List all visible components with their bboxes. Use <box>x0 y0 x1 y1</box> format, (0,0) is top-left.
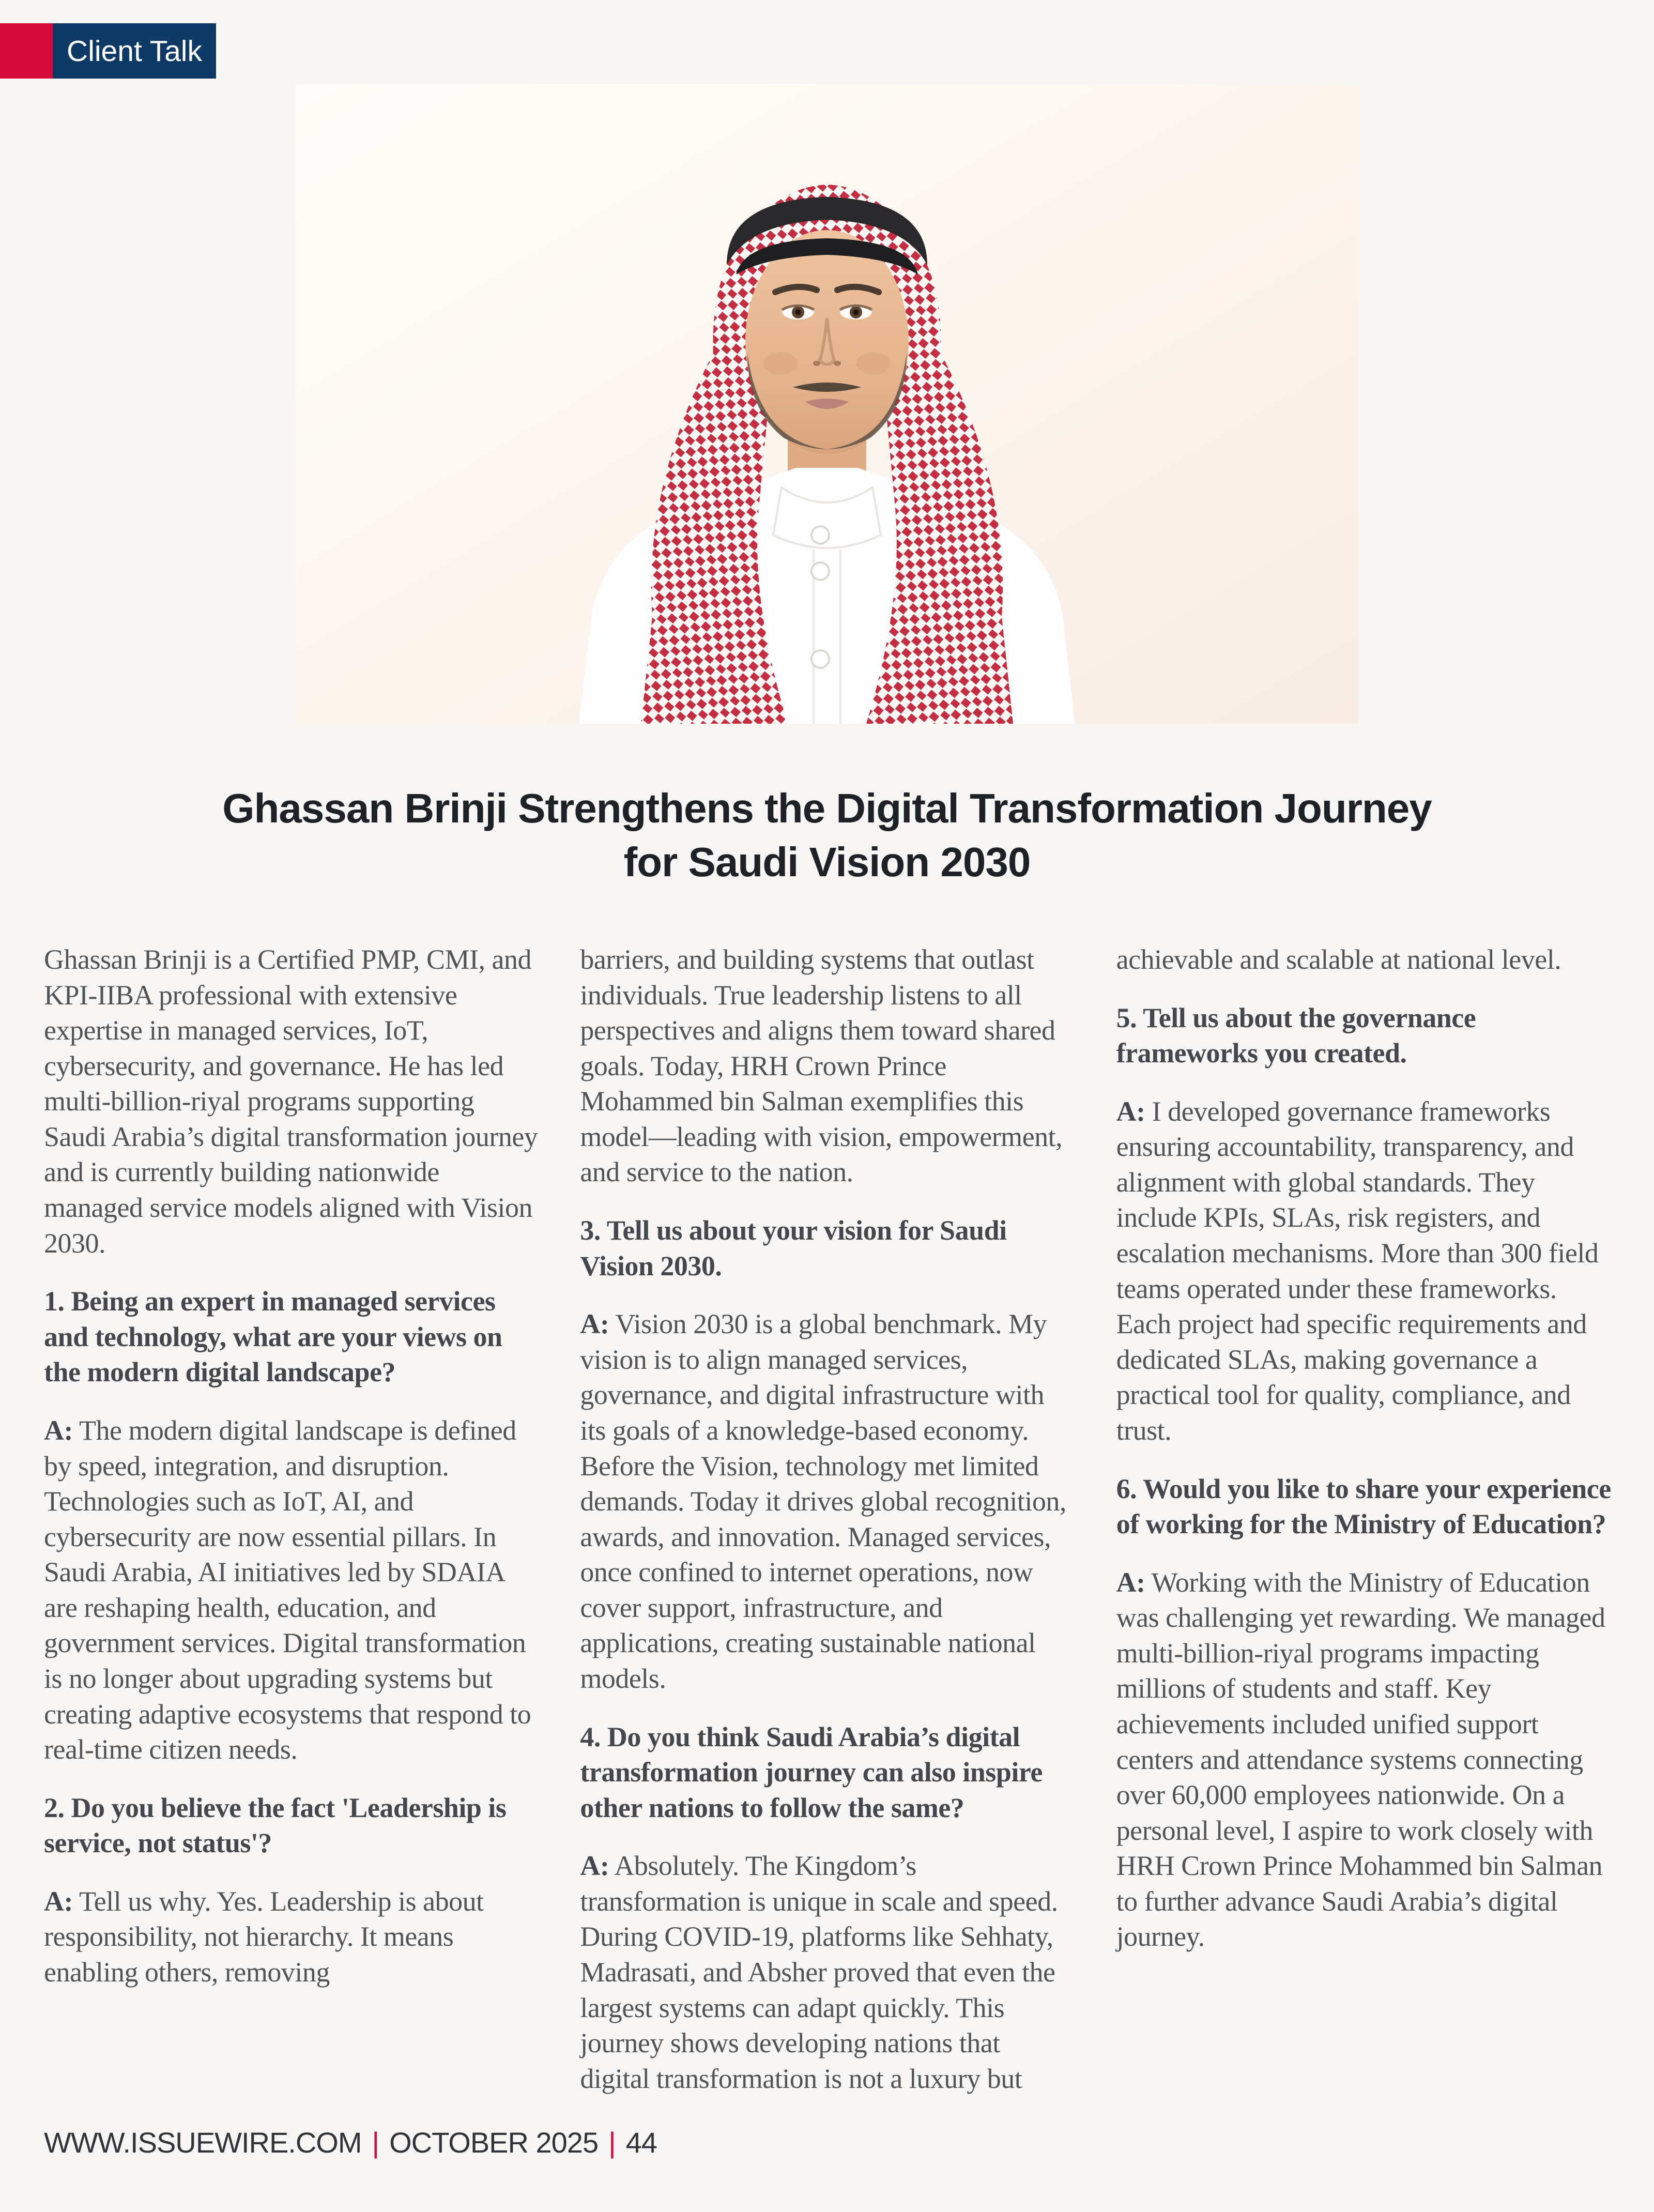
footer-date: OCTOBER 2025 <box>389 2126 599 2159</box>
page-title-line-2: for Saudi Vision 2030 <box>623 839 1031 885</box>
red-accent-block <box>0 23 53 79</box>
answer-prefix: A: <box>1116 1566 1145 1598</box>
section-tab <box>0 23 216 79</box>
answer-prefix: A: <box>44 1885 73 1917</box>
section-tab-label-box <box>53 23 216 79</box>
answer-4 <box>580 1848 1075 2096</box>
article-column-1 <box>44 942 539 2121</box>
answer-2 <box>44 1884 539 1990</box>
answer-text: Vision 2030 is a global benchmark. My vision is to align managed services, governance, and digital infrastructure with its goals of a knowledge-based economy. Before the Vision, technology met limited demands. Today it drives global recognition, awards, and innovation. Managed services, once confined to internet operations, now cover support, infrastructure, and applications, creating sustainable national models. <box>580 1308 1066 1694</box>
answer-prefix: A: <box>580 1308 609 1340</box>
answer-3 <box>580 1306 1075 1696</box>
page-footer <box>44 2126 657 2159</box>
article-column-2 <box>580 942 1075 2121</box>
answer-text: The modern digital landscape is defined by speed, integration, and disruption. Technologies such as IoT, AI, and cybersecurity are now essential pillars. In Saudi Arabia, AI initiatives led by SDAIA are reshaping health, education, and government services. Digital transformation is no longer about upgrading systems but creating adaptive ecosystems that respond to real-time citizen needs. <box>44 1414 531 1765</box>
question-6: 6. Would you like to share your experience of working for the Ministry of Education? <box>1116 1473 1611 1540</box>
article-body <box>44 942 1611 2121</box>
footer-separator: | <box>372 2126 379 2159</box>
footer-page-number: 44 <box>625 2126 657 2159</box>
article-column-3 <box>1116 942 1611 2121</box>
question-4: 4. Do you think Saudi Arabia’s digital transformation journey can also inspire other nations to follow the same? <box>580 1721 1043 1823</box>
face <box>745 230 909 453</box>
page-title <box>47 782 1607 889</box>
footer-site-url: WWW.ISSUEWIRE.COM <box>44 2126 362 2159</box>
answer-text: Absolutely. The Kingdom’s transformation is unique in scale and speed. During COVID-19, platforms like Sehhaty, Madrasati, and Absher proved that even the largest systems can adapt quickly. This journey shows developing nations that digital transformation is not a luxury but <box>580 1850 1058 2094</box>
portrait-photo <box>296 84 1358 724</box>
answer-5 <box>1116 1094 1611 1448</box>
footer-separator: | <box>608 2126 616 2159</box>
page-title-line-1: Ghassan Brinji Strengthens the Digital Transformation Journey <box>222 785 1432 831</box>
answer-text: I developed governance frameworks ensuring accountability, transparency, and alignment with global standards. They include KPIs, SLAs, risk registers, and escalation mechanisms. More than 300 field teams operated under these frameworks. Each project had specific requirements and dedicated SLAs, making governance a practical tool for quality, compliance, and trust. <box>1116 1095 1599 1446</box>
answer-text: Working with the Ministry of Education was challenging yet rewarding. We managed multi-billion-riyal programs impacting millions of students and staff. Key achievements included unified support centers and attendance systems connecting over 60,000 employees nationwide. On a personal level, I aspire to work closely with HRH Crown Prince Mohammed bin Salman to further advance Saudi Arabia’s digital journey. <box>1116 1566 1605 1952</box>
answer-prefix: A: <box>44 1414 73 1446</box>
question-3: 3. Tell us about your vision for Saudi Vision 2030. <box>580 1215 1007 1282</box>
question-5: 5. Tell us about the governance frameworks you created. <box>1116 1002 1476 1069</box>
answer-6 <box>1116 1565 1611 1955</box>
answer-1 <box>44 1413 539 1767</box>
continuation-paragraph: barriers, and building systems that outlast individuals. True leadership listens to all perspectives and aligns them toward shared goals. Today, HRH Crown Prince Mohammed bin Salman exemplifies this model—leading with vision, empowerment, and service to the nation. <box>580 944 1063 1188</box>
portrait-illustration <box>296 84 1358 724</box>
answer-prefix: A: <box>580 1850 609 1882</box>
question-2: 2. Do you believe the fact 'Leadership is service, not status'? <box>44 1792 507 1859</box>
section-tab-label: Client Talk <box>67 34 202 68</box>
answer-prefix: A: <box>1116 1095 1145 1127</box>
answer-text: Tell us why. Yes. Leadership is about responsibility, not hierarchy. It means enabling others, removing <box>44 1885 484 1988</box>
continuation-paragraph: achievable and scalable at national level. <box>1116 944 1561 975</box>
question-1: 1. Being an expert in managed services and technology, what are your views on the modern digital landscape? <box>44 1286 502 1388</box>
intro-paragraph: Ghassan Brinji is a Certified PMP, CMI, and KPI-IIBA professional with extensive expertise in managed services, IoT, cybersecurity, and governance. He has led multi-billion-riyal programs supporting Saudi Arabia’s digital transformation journey and is currently building nationwide managed service models aligned with Vision 2030. <box>44 944 538 1259</box>
